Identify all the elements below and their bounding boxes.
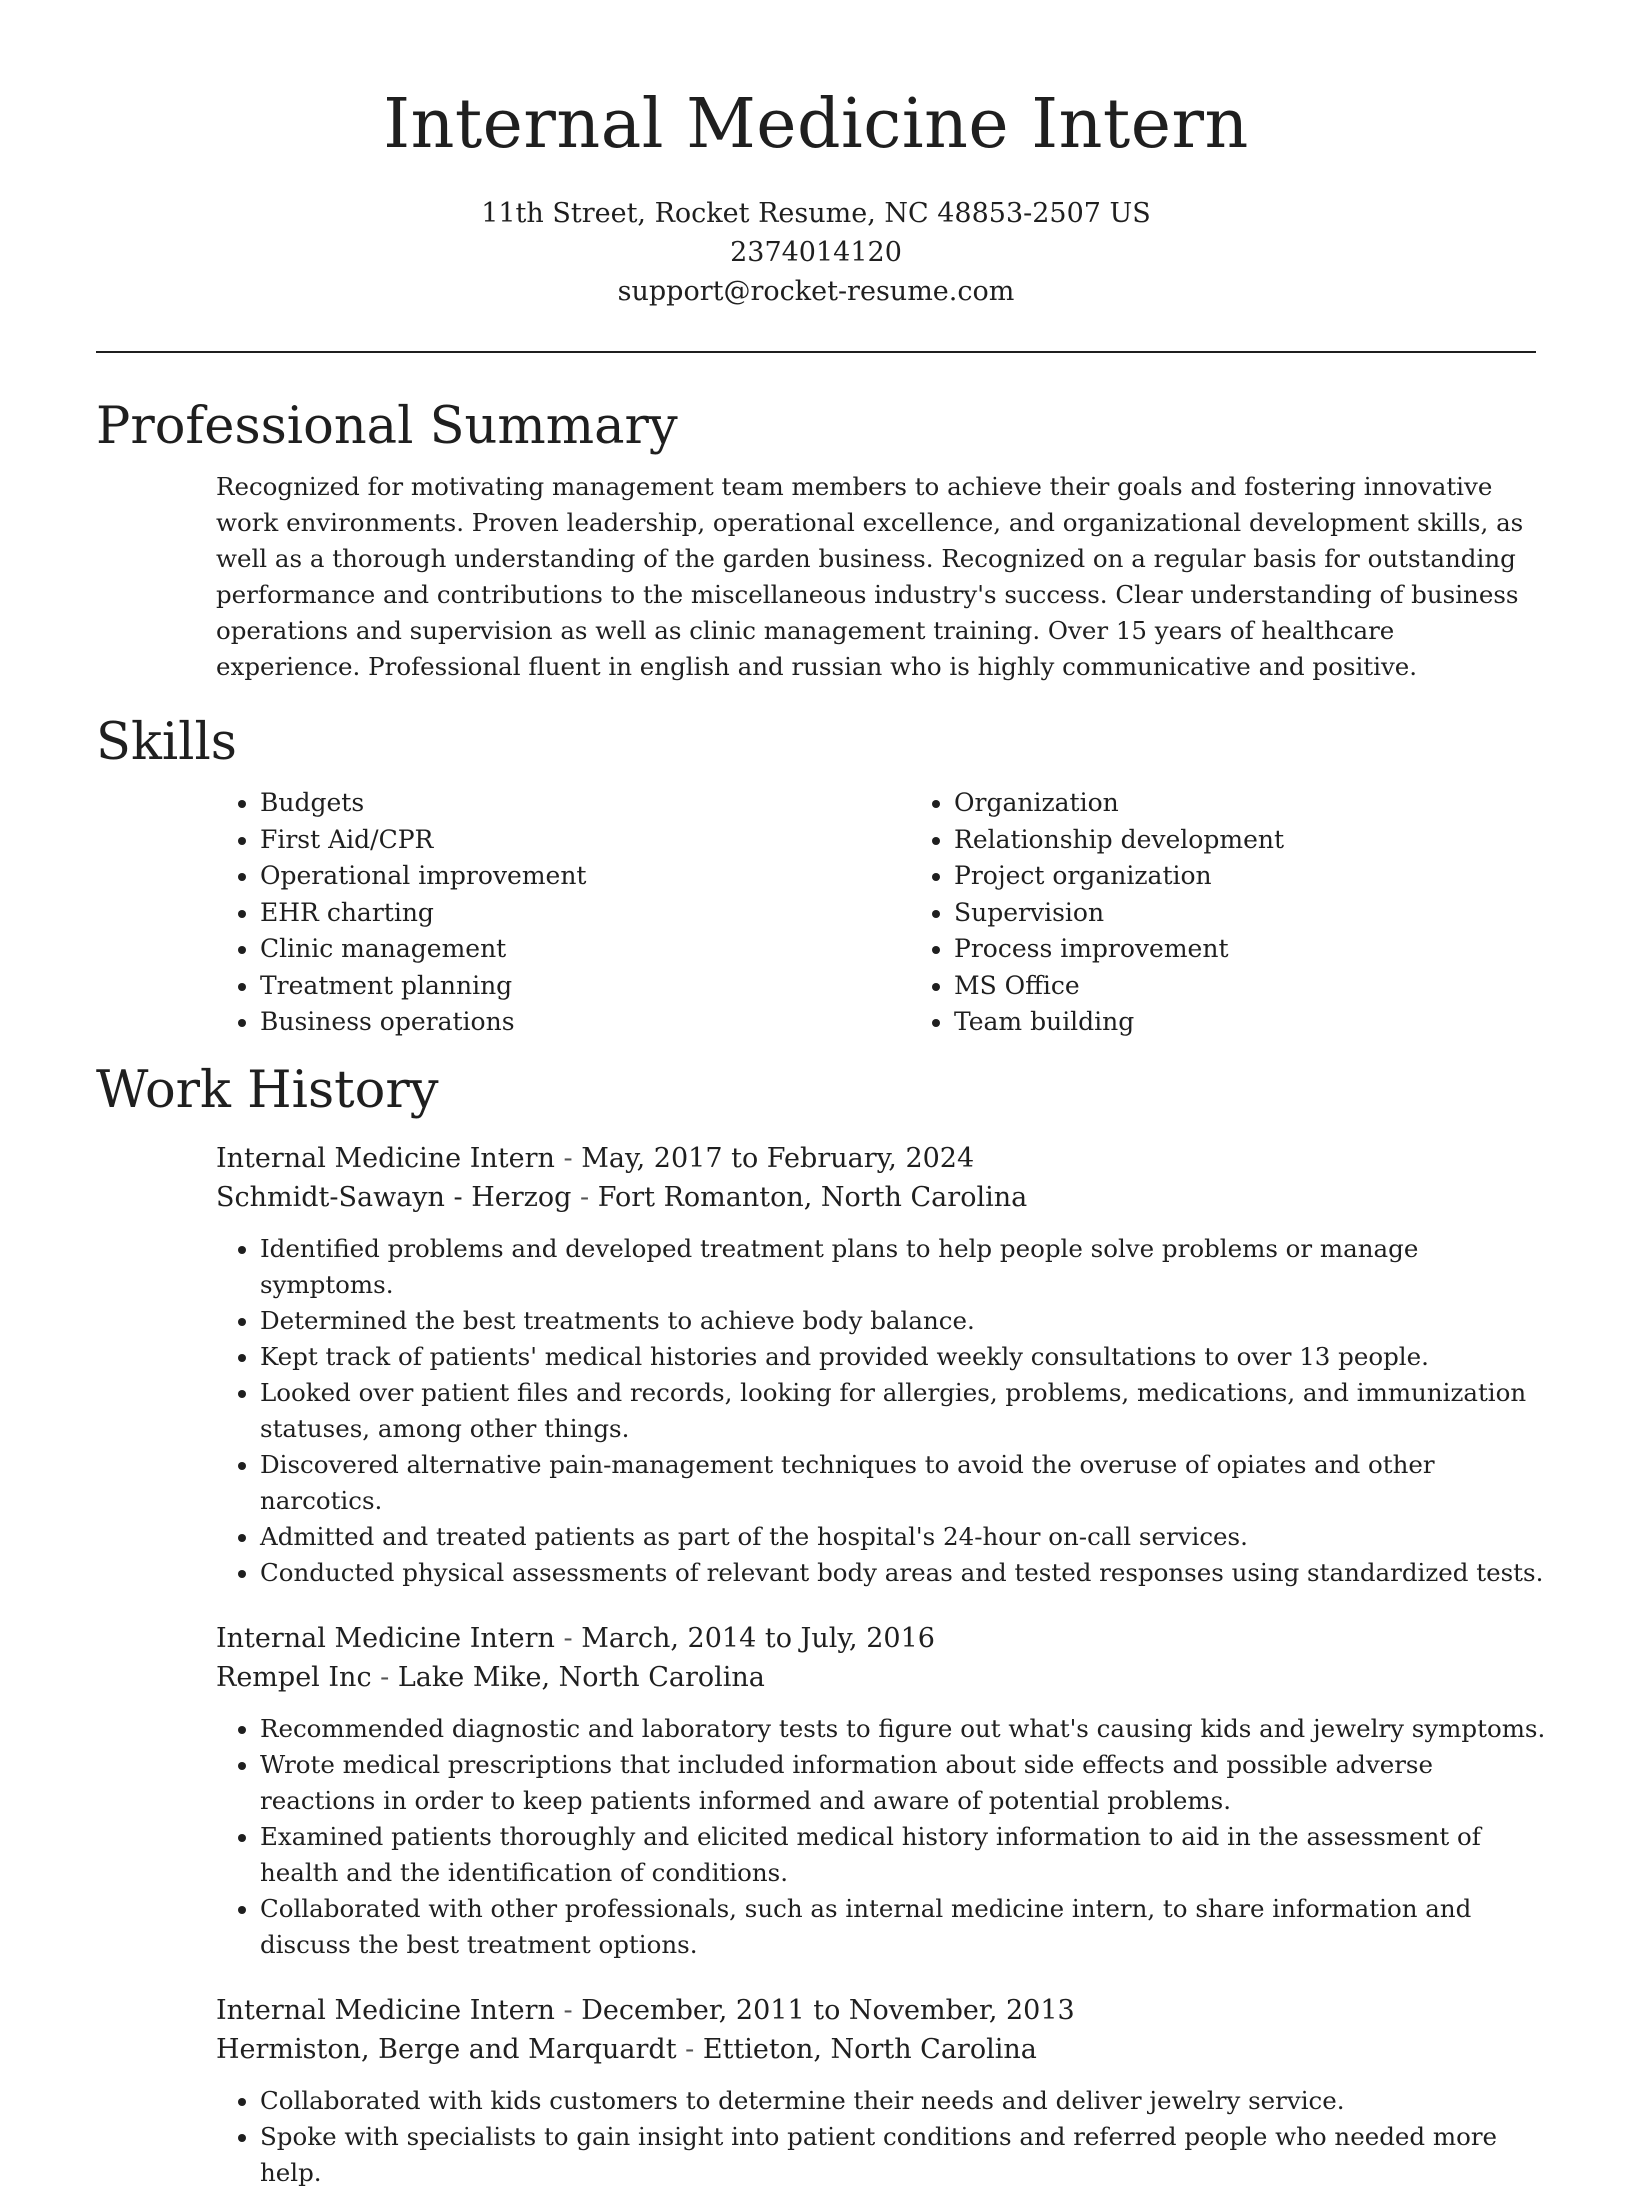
skill-item: • Organization [954,785,1604,822]
skill-item: • Operational improvement [260,858,910,895]
job-company: Rempel Inc [216,1661,372,1693]
candidate-name: Internal Medicine Intern [383,85,1249,164]
separator: - [554,1142,582,1174]
work-history-heading: Work History [96,1060,439,1120]
job-entry [216,1139,1546,1591]
separator: - [676,2033,703,2065]
job-bullet: • Examined patients thoroughly and elicited medical history information to aid in the assessment of health and the identification of conditions. [260,1819,1546,1891]
job-entry [216,1619,1546,1963]
work-history-section [0,1061,1632,2191]
summary-heading: Professional Summary [96,397,678,456]
contact-email: support@rocket-resume.com [617,276,1015,307]
job-bullet: • Determined the best treatments to achieve body balance. [260,1303,1546,1339]
job-dates: December, 2011 to November, 2013 [581,1994,1075,2026]
job-location: Ettieton, North Carolina [702,2033,1037,2065]
skill-item: • MS Office [954,968,1604,1005]
skill-item: • Relationship development [954,822,1604,859]
contact-phone: 2374014120 [730,237,902,268]
job-entry [216,1991,1546,2191]
skill-item: • Team building [954,1004,1604,1041]
skill-item: • Budgets [260,785,910,822]
summary-section [0,397,1632,685]
job-bullet-list [216,1231,1546,1591]
job-location: Fort Romanton, North Carolina [597,1181,1028,1213]
job-bullet: • Looked over patient files and records, looking for allergies, problems, medications, and immunization statuses, among other things. [260,1375,1546,1447]
separator: - [571,1181,598,1213]
skill-item: • Treatment planning [260,968,910,1005]
skill-item: • Process improvement [954,931,1604,968]
job-bullet-list [216,1711,1546,1963]
job-bullet-list [216,2083,1546,2191]
job-bullet: • Kept track of patients' medical histories and provided weekly consultations to over 13 people. [260,1339,1546,1375]
skills-heading: Skills [96,713,237,772]
skill-item: • Business operations [260,1004,910,1041]
job-company-line [216,1178,1546,1217]
skill-item: • Supervision [954,895,1604,932]
separator: - [554,1994,582,2026]
job-title: Internal Medicine Intern [216,1622,555,1654]
job-dates: March, 2014 to July, 2016 [581,1622,935,1654]
job-title-line [216,1991,1546,2030]
skill-item: • EHR charting [260,895,910,932]
job-company: Schmidt-Sawayn - Herzog [216,1181,572,1213]
skill-item: • Clinic management [260,931,910,968]
job-bullet: • Recommended diagnostic and laboratory tests to figure out what's causing kids and jewelry symptoms. [260,1711,1546,1747]
separator: - [371,1661,398,1693]
job-dates: May, 2017 to February, 2024 [581,1142,975,1174]
job-bullet: • Admitted and treated patients as part of the hospital's 24-hour on-call services. [260,1519,1546,1555]
job-company-line [216,2030,1546,2069]
job-bullet: • Collaborated with other professionals, such as internal medicine intern, to share information and discuss the best treatment options. [260,1891,1546,1963]
job-bullet: • Identified problems and developed treatment plans to help people solve problems or manage symptoms. [260,1231,1546,1303]
job-location: Lake Mike, North Carolina [397,1661,765,1693]
job-company-line [216,1658,1546,1697]
job-bullet: • Collaborated with kids customers to determine their needs and deliver jewelry service. [260,2083,1546,2119]
resume-header [0,0,1632,311]
skills-columns [216,785,1632,1041]
separator: - [554,1622,582,1654]
skills-section [0,713,1632,1041]
skills-list-right [910,785,1604,1041]
job-bullet: • Conducted physical assessments of relevant body areas and tested responses using standardized tests. [260,1555,1546,1591]
job-bullet: • Wrote medical prescriptions that included information about side effects and possible adverse reactions in order to keep patients informed and aware of potential problems. [260,1747,1546,1819]
skills-list-left [216,785,910,1041]
skill-item: • First Aid/CPR [260,822,910,859]
job-title: Internal Medicine Intern [216,1142,555,1174]
header-divider [96,351,1536,353]
summary-text: Recognized for motivating management team members to achieve their goals and fostering innovative work environments. Proven leadership, operational excellence, and organizational development skills, as well as a thorough understanding of the garden business. Recognized on a regular basis for outstanding performance and contributions to the miscellaneous industry's success. Clear understanding of business operations and supervision as well as clinic management training. Over 15 years of healthcare experience. Professional fluent in english and russian who is highly communicative and positive. [216,472,1524,681]
job-bullet: • Spoke with specialists to gain insight into patient conditions and referred people who needed more help. [260,2119,1546,2191]
job-title: Internal Medicine Intern [216,1994,555,2026]
job-bullet: • Discovered alternative pain-management techniques to avoid the overuse of opiates and other narcotics. [260,1447,1546,1519]
contact-address: 11th Street, Rocket Resume, NC 48853-2507 US [481,198,1151,229]
skill-item: • Project organization [954,858,1604,895]
job-company: Hermiston, Berge and Marquardt [216,2033,677,2065]
job-title-line [216,1619,1546,1658]
job-title-line [216,1139,1546,1178]
